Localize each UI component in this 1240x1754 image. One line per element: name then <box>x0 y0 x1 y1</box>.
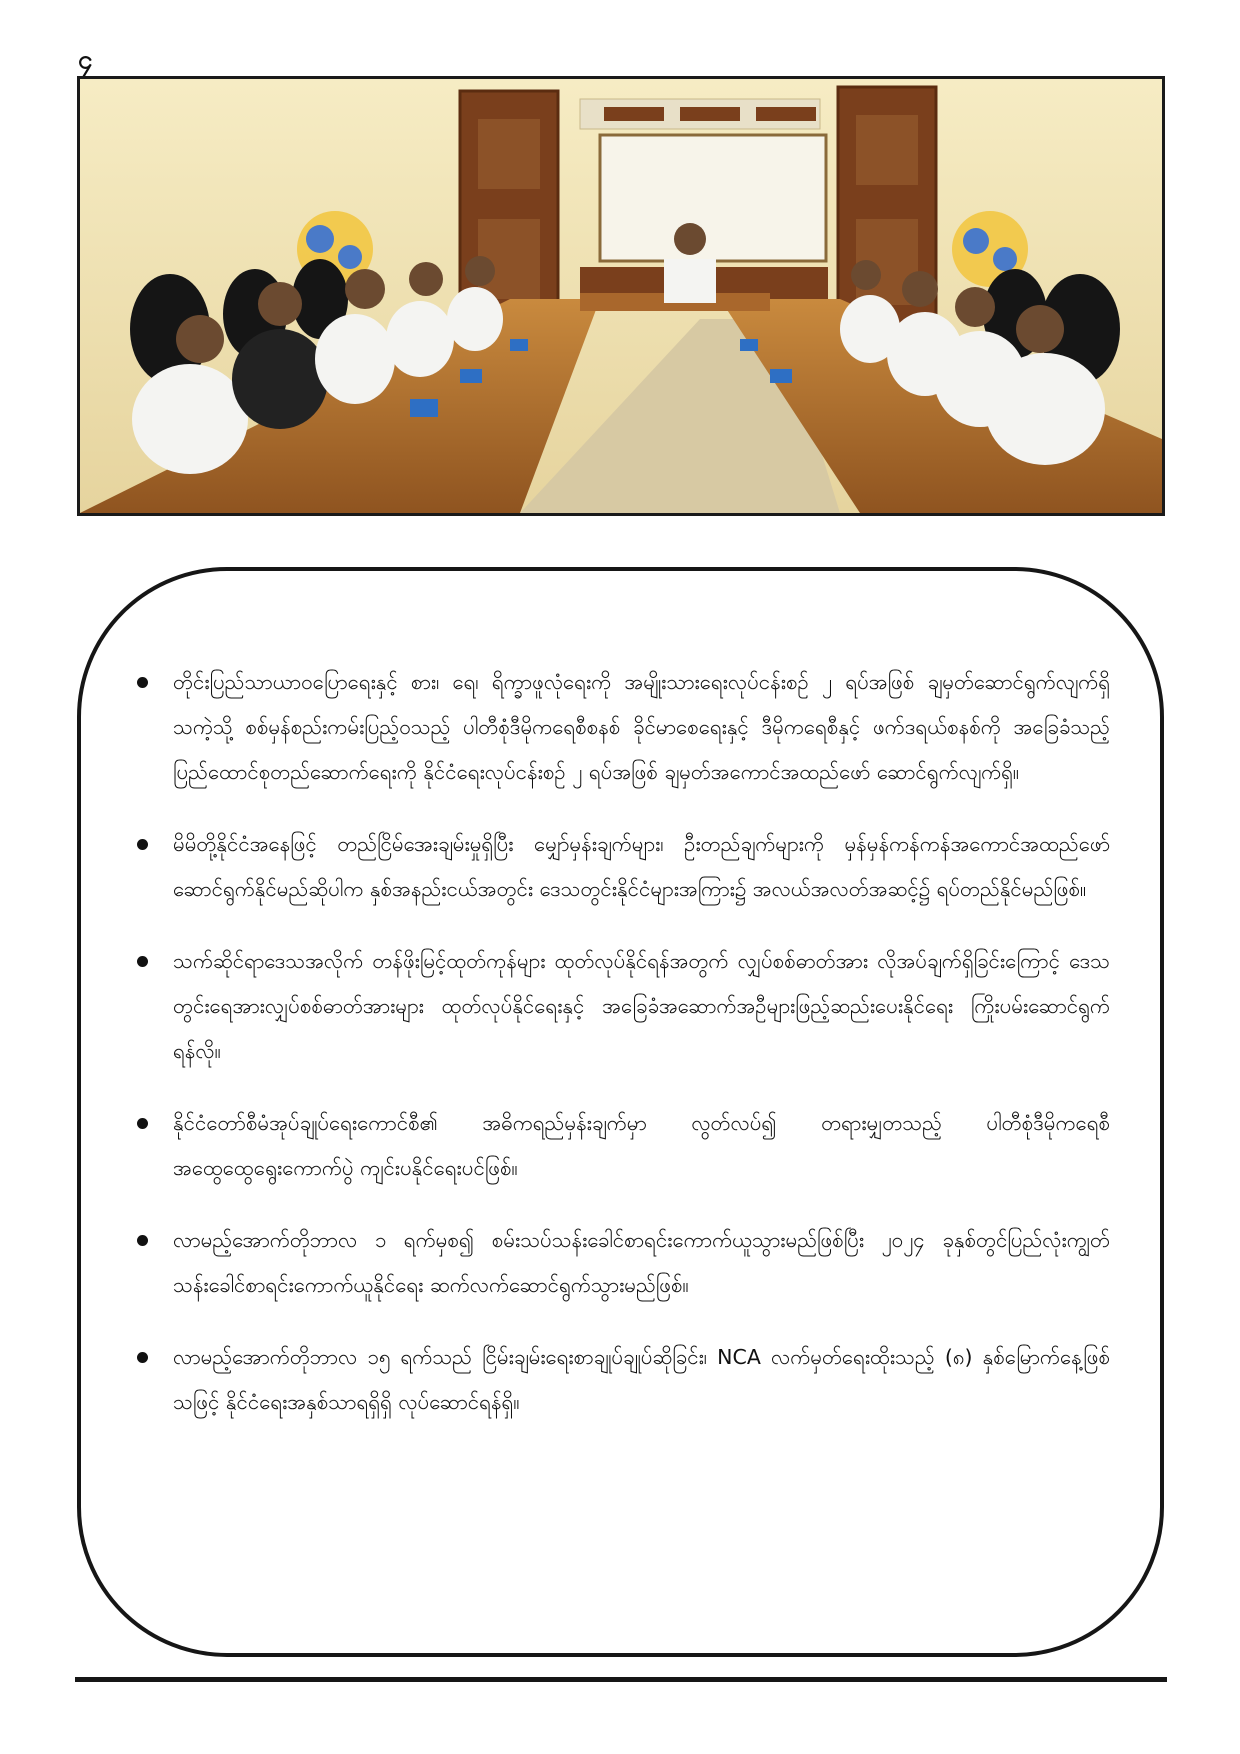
bullet-text: လာမည့်အောက်တိုဘာလ ၁ ရက်မှစ၍ စမ်းသပ်သန်းခေါင်စာရင်းကောက်ယူသွားမည်ဖြစ်ပြီး ၂၀၂၄ ခုနှစ်တွင်ပြည်လုံးကျွတ်သန်းခေါင်စာရင်းကောက်ယူနိုင်ရေး ဆက်လက်ဆောင်ရွက်သွားမည်ဖြစ်။ <box>173 1228 1110 1297</box>
list-item <box>135 939 1110 1074</box>
meeting-photo <box>77 76 1165 516</box>
meeting-room-illustration <box>80 79 1162 513</box>
bullet-text: မိမိတို့နိုင်ငံအနေဖြင့် တည်ငြိမ်အေးချမ်းမှုရှိပြီး မျှော်မှန်းချက်များ၊ ဦးတည်ချက်များကို မှန်မှန်ကန်ကန်အကောင်အထည်ဖော် ဆောင်ရွက်နိုင်မည်ဆိုပါက နှစ်အနည်းငယ်အတွင်း ဒေသတွင်းနိုင်ငံများအကြား၌ အလယ်အလတ်အဆင့်၌ ရပ်တည်နိုင်မည်ဖြစ်။ <box>173 832 1110 901</box>
bullet-icon <box>137 956 148 967</box>
bullet-icon <box>137 1118 148 1129</box>
bullet-text: နိုင်ငံတော်စီမံအုပ်ချုပ်ရေးကောင်စီ၏ အဓိကရည်မှန်းချက်မှာ လွတ်လပ်၍ တရားမျှတသည့် ပါတီစုံဒီမိုကရေစီအထွေထွေရွေးကောက်ပွဲ ကျင်းပနိုင်ရေးပင်ဖြစ်။ <box>173 1111 1110 1180</box>
bullet-icon <box>137 677 148 688</box>
bullet-icon <box>137 1235 148 1246</box>
list-item <box>135 1218 1110 1308</box>
bullet-text: သက်ဆိုင်ရာဒေသအလိုက် တန်ဖိုးမြင့်ထုတ်ကုန်များ ထုတ်လုပ်နိုင်ရန်အတွက် လျှပ်စစ်ဓာတ်အား လိုအပ်ချက်ရှိခြင်းကြောင့် ဒေသတွင်းရေအားလျှပ်စစ်ဓာတ်အားများ ထုတ်လုပ်နိုင်ရေးနှင့် အခြေခံအဆောက်အဦများဖြည့်ဆည်းပေးနိုင်ရေး ကြိုးပမ်းဆောင်ရွက်ရန်လို။ <box>173 949 1110 1063</box>
bullet-icon <box>137 1352 148 1363</box>
list-item <box>135 1335 1110 1425</box>
list-item <box>135 1101 1110 1191</box>
bullet-text: လာမည့်အောက်တိုဘာလ ၁၅ ရက်သည် ငြိမ်းချမ်းရေးစာချုပ်ချုပ်ဆိုခြင်း၊ NCA လက်မှတ်ရေးထိုးသည့် (၈) နှစ်မြောက်နေ့ဖြစ်သဖြင့် နိုင်ငံရေးအနှစ်သာရရှိရှိ လုပ်ဆောင်ရန်ရှိ။ <box>173 1345 1110 1414</box>
footer-rule <box>75 1677 1167 1682</box>
list-item <box>135 822 1110 912</box>
page-number: ၄ <box>78 45 93 75</box>
bullet-text: တိုင်းပြည်သာယာဝပြောရေးနှင့် စား၊ ရေ၊ ရိက္ခာဖူလုံရေးကို အမျိုးသားရေးလုပ်ငန်းစဉ် ၂ ရပ်အဖြစ် ချမှတ်ဆောင်ရွက်လျက်ရှိသကဲ့သို့ စစ်မှန်စည်းကမ်းပြည့်ဝသည့် ပါတီစုံဒီမိုကရေစီစနစ် ခိုင်မာစေရေးနှင့် ဒီမိုကရေစီနှင့် ဖက်ဒရယ်စနစ်ကို အခြေခံသည့် ပြည်ထောင်စုတည်ဆောက်ရေးကို နိုင်ငံရေးလုပ်ငန်းစဉ် ၂ ရပ်အဖြစ် ချမှတ်အကောင်အထည်ဖော် ဆောင်ရွက်လျက်ရှိ။ <box>173 670 1110 784</box>
bullet-icon <box>137 839 148 850</box>
list-item <box>135 660 1110 795</box>
bullet-list <box>135 660 1110 1452</box>
